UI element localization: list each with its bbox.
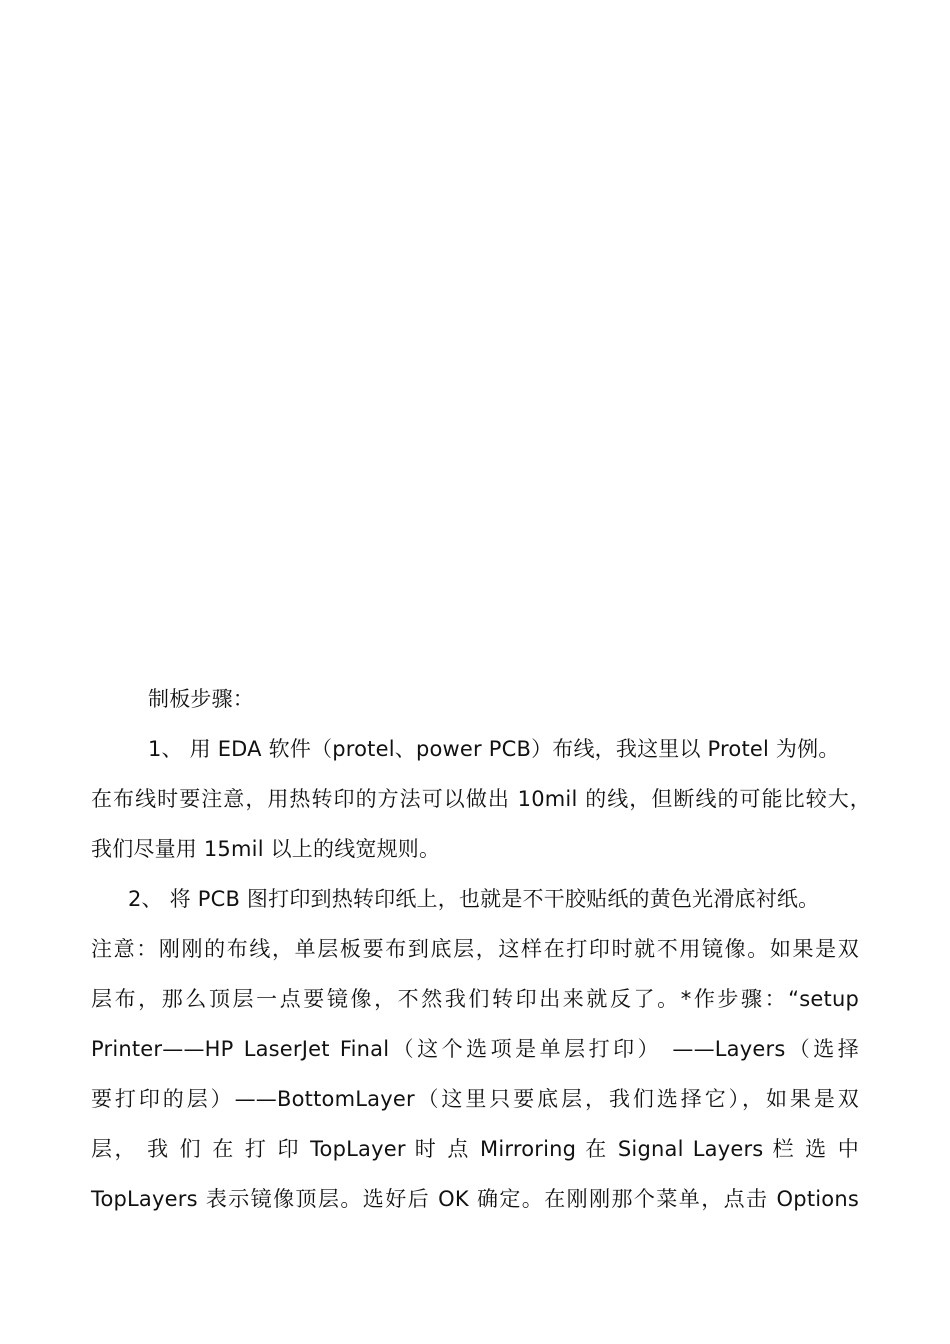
paragraph-line-10: TopLayers 表示镜像顶层。选好后 OK 确定。在刚刚那个菜单，点击 Options: [91, 1187, 859, 1211]
paragraph-line-8: 要打印的层）——BottomLayer（这里只要底层，我们选择它），如果是双: [91, 1087, 859, 1111]
paragraph-line-6: 层布，那么顶层一点要镜像，不然我们转印出来就反了。*作步骤：“setup: [91, 987, 859, 1011]
paragraph-line-4: 2、 将 PCB 图打印到热转印纸上，也就是不干胶贴纸的黄色光滑底衬纸。: [128, 887, 820, 911]
paragraph-line-9: 层， 我 们 在 打 印 TopLayer 时 点 Mirroring 在 Signal Layers 栏 选 中: [91, 1137, 859, 1161]
paragraph-line-1: 1、 用 EDA 软件（protel、power PCB）布线，我这里以 Protel 为例。: [148, 737, 840, 761]
paragraph-line-2: 在布线时要注意，用热转印的方法可以做出 10mil 的线，但断线的可能比较大，: [91, 787, 871, 811]
section-heading: 制板步骤：: [148, 687, 254, 711]
paragraph-line-7: Printer——HP LaserJet Final（这个选项是单层打印） ——Layers（选择: [91, 1037, 859, 1061]
paragraph-line-5: 注意：刚刚的布线，单层板要布到底层，这样在打印时就不用镜像。如果是双: [91, 937, 859, 961]
paragraph-line-3: 我们尽量用 15mil 以上的线宽规则。: [91, 837, 441, 861]
